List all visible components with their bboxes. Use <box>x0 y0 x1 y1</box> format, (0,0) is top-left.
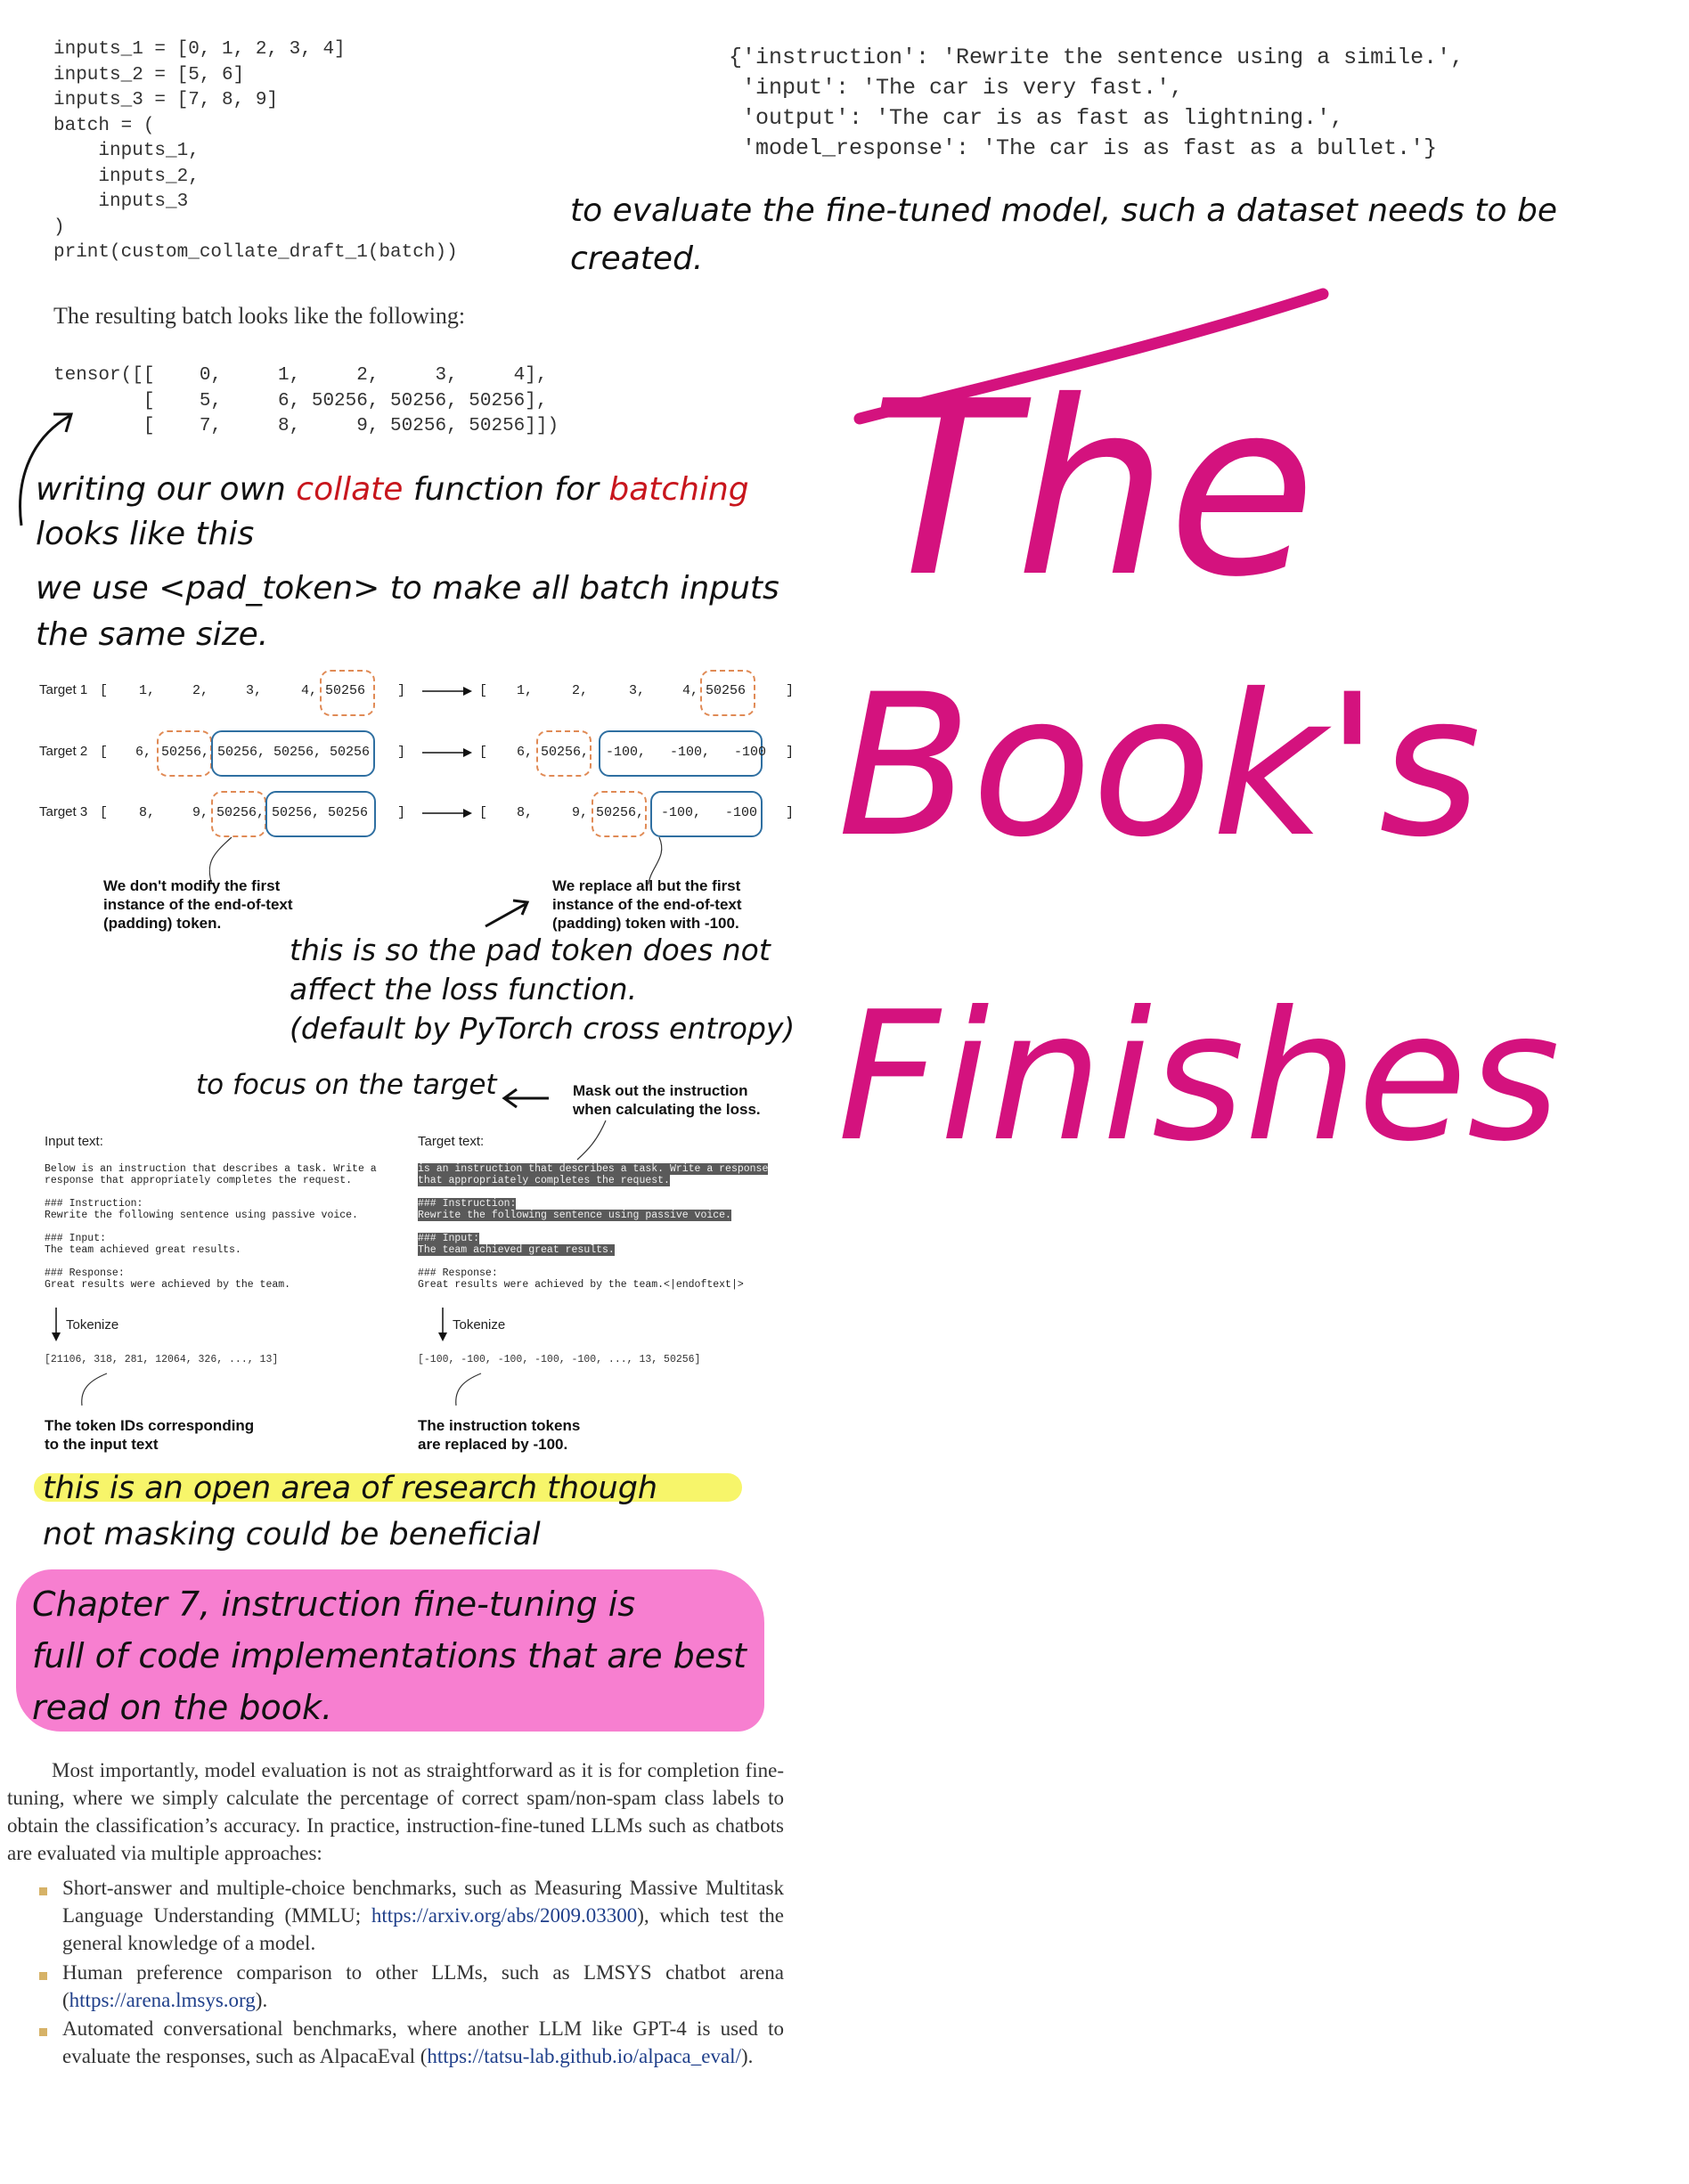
bracket: [ <box>100 805 109 820</box>
bullet-marker <box>39 2028 47 2036</box>
input-panel-text: Below is an instruction that describes a task. Write a response that appropriately completes the request. ### Instruction: Rewrite the following sentence using passive voice. ### Input: The team achieved great results. ### Response: Great results were achieved by the team. <box>45 1163 377 1291</box>
bracket: [ <box>479 805 488 820</box>
input-panel-title: Input text: <box>45 1134 103 1149</box>
token: 6, <box>135 745 152 760</box>
handwritten-chapter-note: Chapter 7, instruction fine-tuning is full of code implementations that are best read on the book. <box>32 1585 747 1727</box>
token: 50256, <box>541 745 590 760</box>
tokenize-label: Tokenize <box>66 1317 119 1332</box>
bracket: ] <box>397 745 406 760</box>
token: 9, <box>192 805 209 820</box>
note-first-instance: We don't modify the first instance of the end-of-text (padding) token. <box>103 877 293 932</box>
token: -100, -100, -100 <box>606 745 767 760</box>
big-title-line-2: Book's <box>837 652 1481 880</box>
bullet-marker <box>39 1887 47 1895</box>
token: 3, <box>246 683 263 698</box>
callout-leader <box>570 1119 624 1163</box>
bracket: [ <box>100 683 109 698</box>
big-title-line-1: The <box>869 349 1317 630</box>
handwritten-loss-note: this is so the pad token does not affect the loss function. (default by PyTorch cross entropy) <box>290 933 796 1046</box>
token: 1, <box>139 683 156 698</box>
token: 2, <box>572 683 589 698</box>
arrow-right-icon <box>422 807 476 819</box>
token: 50256, 50256 <box>272 805 369 820</box>
annotation-arrow-icon <box>481 895 534 931</box>
bracket: ] <box>786 805 795 820</box>
bullet-marker <box>39 1972 47 1980</box>
bracket: [ <box>479 683 488 698</box>
handwritten-eval-note: to evaluate the fine-tuned model, such a dataset needs to be created. <box>570 192 1558 277</box>
token: 50256 <box>706 683 747 698</box>
target-2-label: Target 2 <box>39 744 88 759</box>
handwritten-focus-note: to focus on the target <box>196 1069 497 1101</box>
bracket: [ <box>100 745 109 760</box>
arrow-right-icon <box>422 746 476 759</box>
mmlu-link[interactable]: https://arxiv.org/abs/2009.03300 <box>371 1904 638 1927</box>
arrow-down-icon <box>437 1308 449 1343</box>
code-lines: inputs_1 = [0, 1, 2, 3, 4] inputs_2 = [5, 6] inputs_3 = [7, 8, 9] batch = ( inputs_1, inputs_2, inputs_3 ) print(custom_collate_draft_1(batch)) <box>53 39 458 263</box>
token: 6, <box>517 745 534 760</box>
token: 50256, <box>161 745 210 760</box>
arrow-left-icon <box>499 1085 552 1112</box>
bracket: ] <box>786 683 795 698</box>
body-paragraph: Most importantly, model evaluation is not as straightforward as it is for completion fine-tuning, where we simply calculate the percentage of correct spam/non-spam class labels to obtain the classification’s accuracy. In practice, instruction-fine-tuned LLMs such as chatbots are evaluated via multiple approaches: <box>7 1759 784 1864</box>
alpacaeval-link[interactable]: https://tatsu-lab.github.io/alpaca_eval/ <box>427 2045 741 2067</box>
bullet-item-1: Short-answer and multiple-choice benchmarks, such as Measuring Massive Multitask Language Understanding (MMLU; https://arxiv.org/abs/2009.03300), which test the general knowledge of a model. <box>62 1877 784 1954</box>
token: 50256, <box>216 805 265 820</box>
tokenize-label: Tokenize <box>453 1317 506 1332</box>
token: 4, <box>301 683 318 698</box>
target-panel-text: is an instruction that describes a task. Write a response that appropriately completes the request. ### Instruction: Rewrite the following sentence using passive voice. ### Input: The team achieved great results. ### Response: Great results were achieved by the team.<|endoftext|> <box>418 1163 769 1291</box>
token: 4, <box>682 683 699 698</box>
bracket: [ <box>479 745 488 760</box>
token: 50256, 50256, 50256 <box>217 745 371 760</box>
target-3-label: Target 3 <box>39 804 88 819</box>
callout-leader <box>445 1372 490 1407</box>
resulting-text: The resulting batch looks like the following: <box>53 303 466 329</box>
token: 3, <box>629 683 646 698</box>
bracket: ] <box>397 683 406 698</box>
callout-leader <box>71 1372 116 1407</box>
code-block-inputs <box>53 37 458 266</box>
target-ids-note: The instruction tokens are replaced by -100. <box>418 1417 581 1453</box>
input-ids-note: The token IDs corresponding to the input text <box>45 1417 255 1453</box>
token: 2, <box>192 683 209 698</box>
token: -100, -100 <box>661 805 758 820</box>
token: 9, <box>572 805 589 820</box>
bullet-item-2: Human preference comparison to other LLMs, such as LMSYS chatbot arena (https://arena.lmsys.org). <box>62 1961 784 2011</box>
target-panel-title: Target text: <box>418 1134 485 1149</box>
handwritten-research-note: this is an open area of research though not masking could be beneficial <box>43 1471 658 1552</box>
token: 50256 <box>325 683 366 698</box>
bullet-item-3: Automated conversational benchmarks, where another LLM like GPT-4 is used to evaluate the responses, such as AlpacaEval (https://tatsu-lab.github.io/alpaca_eval/). <box>62 2017 784 2067</box>
handwritten-collate-note: writing our own collate function for batching looks like this <box>36 471 749 552</box>
token: 50256, <box>596 805 645 820</box>
target-token-ids: [-100, -100, -100, -100, -100, ..., 13, 50256] <box>418 1354 701 1365</box>
arrow-right-icon <box>422 685 476 697</box>
token: 8, <box>139 805 156 820</box>
token: 1, <box>517 683 534 698</box>
token: 8, <box>517 805 534 820</box>
mask-note: Mask out the instruction when calculating the loss. <box>573 1082 761 1118</box>
input-token-ids: [21106, 318, 281, 12064, 326, ..., 13] <box>45 1354 279 1365</box>
bracket: ] <box>397 805 406 820</box>
bracket: ] <box>786 745 795 760</box>
tensor-output: tensor([[ 0, 1, 2, 3, 4], [ 5, 6, 50256, 50256, 50256], [ 7, 8, 9, 50256, 50256]]) <box>53 365 559 436</box>
handwritten-pad-note: we use <pad_token> to make all batch inputs the same size. <box>36 570 779 653</box>
dict-example: {'instruction': 'Rewrite the sentence using a simile.', 'input': 'The car is very fast.', 'output': 'The car is as fast as lightning.', 'model_response': 'The car is as fast as a bullet.'} <box>729 45 1465 161</box>
target-1-label: Target 1 <box>39 682 88 697</box>
note-replace: We replace all but the first instance of the end-of-text (padding) token with -100. <box>552 877 742 932</box>
big-title-line-3: Finishes <box>837 974 1561 1181</box>
lmsys-link[interactable]: https://arena.lmsys.org <box>69 1989 256 2011</box>
arrow-down-icon <box>50 1308 62 1343</box>
